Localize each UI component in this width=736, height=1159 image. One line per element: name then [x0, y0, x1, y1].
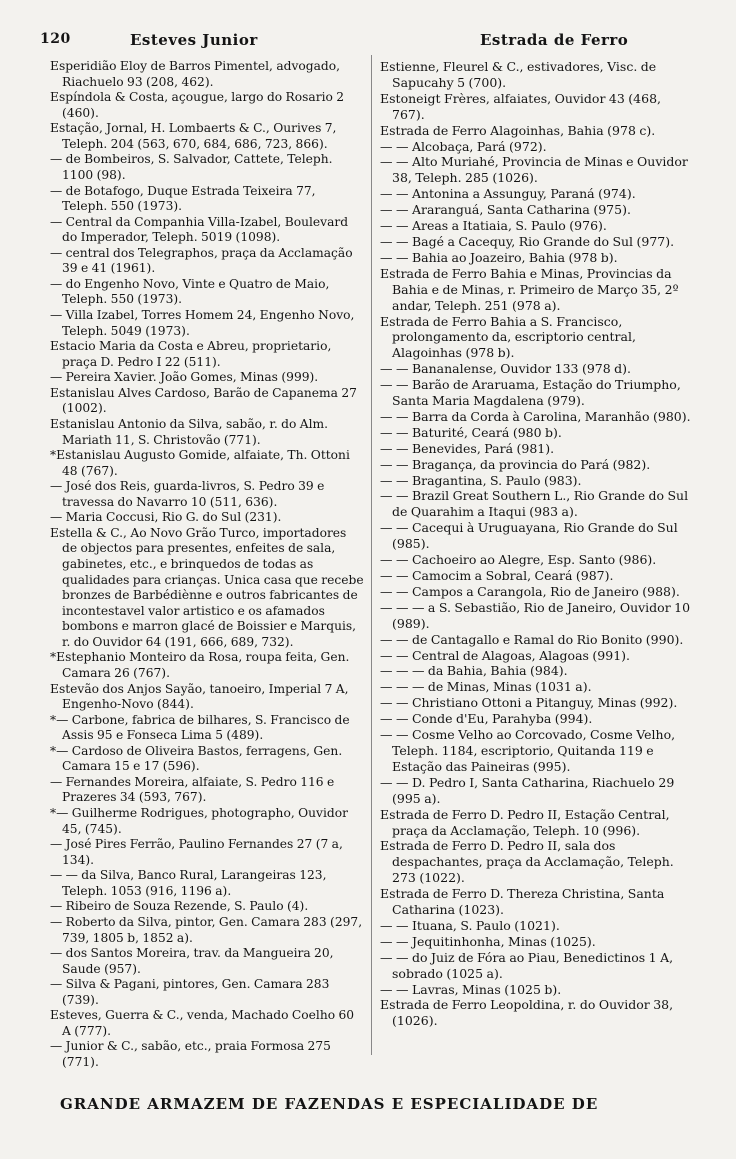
directory-entry: — — Baturité, Ceará (980 b). — [380, 424, 562, 440]
directory-entry: — — Bananalense, Ouvidor 133 (978 d). — [380, 361, 632, 377]
directory-entry: — — Cachoeiro ao Alegre, Esp. Santo (986). — [380, 552, 657, 568]
directory-entry: — — Central de Alagoas, Alagoas (991). — [380, 647, 631, 663]
directory-entry: — — Alcobaça, Pará (972). — [380, 138, 547, 154]
directory-entry: — — D. Pedro I, Santa Catharina, Riachuelo 29 (995 a). — [380, 774, 675, 806]
directory-entry: — — Brazil Great Southern L., Rio Grande do Sul de Quarahim a Itaqui (983 a). — [380, 488, 689, 520]
directory-entry: — — Campos a Carangola, Rio de Janeiro (988). — [380, 583, 680, 599]
directory-entry: — Pereira Xavier. João Gomes, Minas (999). — [50, 370, 319, 385]
directory-entry: Estrada de Ferro Bahia e Minas, Provincias da Bahia e de Minas, r. Primeiro de Março 35, 2º andar, Teleph. 251 (978 a). — [380, 265, 679, 313]
directory-entry: — Central da Companhia Villa-Izabel, Boulevard do Imperador, Teleph. 5019 (1098). — [50, 214, 349, 245]
right-column — [380, 59, 694, 1029]
directory-entry: *— Guilherme Rodrigues, photographo, Ouvidor 45, (745). — [50, 806, 348, 836]
directory-entry: — — — de Minas, Minas (1031 a). — [380, 679, 592, 695]
directory-entry: — — Araranguá, Santa Catharina (975). — [380, 202, 631, 218]
directory-entry: Estrada de Ferro D. Thereza Christina, Santa Catharina (1023). — [380, 886, 665, 918]
directory-entry: — de Botafogo, Duque Estrada Teixeira 77, Teleph. 550 (1973). — [50, 183, 316, 214]
directory-entry: Espíndola & Costa, açougue, largo do Rosario 2 (460). — [50, 90, 345, 120]
directory-entry: Estevão dos Anjos Sayão, tanoeiro, Imperial 7 A, Engenho-Novo (844). — [50, 681, 349, 712]
directory-entry: Estrada de Ferro Alagoinhas, Bahia (978 c). — [380, 122, 656, 138]
directory-entry: — — da Silva, Banco Rural, Larangeiras 123, Teleph. 1053 (916, 1196 a). — [50, 868, 327, 898]
directory-entry: — Junior & C., sabão, etc., praia Formosa 275 (771). — [50, 1039, 331, 1069]
column-divider — [371, 55, 372, 1055]
directory-entry: Estella & C., Ao Novo Grão Turco, importadores de objectos para presentes, enfeites de sala, gabinetes, etc., e brinquedos de todas as qualidades para crianças. Unica casa que recebe bronzes de Barbédiènne e outros fabricantes de incontestavel valor artistico e os afamados bombons e marron glacé de Boissier e Marquis, r. do Ouvidor 64 (191, 666, 689, 732). — [50, 525, 364, 649]
directory-entry: — do Engenho Novo, Vinte e Quatro de Maio, Teleph. 550 (1973). — [50, 276, 330, 307]
header-left-title: Esteves Junior — [130, 31, 258, 49]
directory-entry: — — Conde d'Eu, Parahyba (994). — [380, 711, 593, 727]
directory-entry: — — Bagé a Cacequy, Rio Grande do Sul (977). — [380, 233, 675, 249]
directory-entry: — — Cacequi à Uruguayana, Rio Grande do Sul (985). — [380, 520, 678, 552]
directory-entry: Estanislau Alves Cardoso, Barão de Capanema 27 (1002). — [50, 385, 357, 416]
directory-entry: — — Bragança, da provincia do Pará (982). — [380, 456, 651, 472]
directory-entry: — — Bragantina, S. Paulo (983). — [380, 472, 582, 488]
directory-entry: — Maria Coccusi, Rio G. do Sul (231). — [50, 510, 282, 525]
directory-entry: — — Jequitinhonha, Minas (1025). — [380, 933, 596, 949]
header-right-title: Estrada de Ferro — [480, 31, 629, 49]
directory-entry: Esteves, Guerra & C., venda, Machado Coelho 60 A (777). — [50, 1008, 355, 1038]
directory-entry: — — Lavras, Minas (1025 b). — [380, 981, 562, 997]
directory-entry: Estacio Maria da Costa e Abreu, proprietario, praça D. Pedro I 22 (511). — [50, 339, 332, 369]
directory-entry: — — Antonina a Assunguy, Paraná (974). — [380, 186, 636, 202]
directory-entry: — — Barão de Araruama, Estação do Triumpho, Santa Maria Magdalena (979). — [380, 377, 681, 409]
directory-entry: — José Pires Ferrão, Paulino Fernandes 27 (7 a, 134). — [50, 837, 343, 867]
footer-advert: GRANDE ARMAZEM DE FAZENDAS E ESPECIALIDADE DE — [60, 1095, 599, 1113]
directory-entry: — Fernandes Moreira, alfaiate, S. Pedro 116 e Prazeres 34 (593, 767). — [50, 774, 335, 805]
directory-entry: — — Cosme Velho ao Corcovado, Cosme Velho, Teleph. 1184, escriptorio, Quitanda 119 e Estação das Paineiras (995). — [380, 727, 676, 774]
directory-entry: — — do Juiz de Fóra ao Piau, Benedictinos 1 A, sobrado (1025 a). — [380, 949, 674, 981]
directory-entry: Estrada de Ferro D. Pedro II, Estação Central, praça da Acclamação, Teleph. 10 (996). — [380, 806, 670, 838]
directory-entry: — — Ituana, S. Paulo (1021). — [380, 917, 560, 933]
left-column — [50, 59, 364, 1071]
directory-entry: — Roberto da Silva, pintor, Gen. Camara 283 (297, 739, 1805 b, 1852 a). — [50, 914, 363, 945]
directory-entry: — — — a S. Sebastião, Rio de Janeiro, Ouvidor 10 (989). — [380, 599, 691, 631]
directory-entry: — central dos Telegraphos, praça da Acclamação 39 e 41 (1961). — [50, 245, 353, 276]
directory-entry: Esperidião Eloy de Barros Pimentel, advogado, Riachuelo 93 (208, 462). — [50, 59, 341, 89]
directory-entry: *— Carbone, fabrica de bilhares, S. Francisco de Assis 95 e Fonseca Lima 5 (489). — [50, 712, 350, 743]
directory-entry: *— Cardoso de Oliveira Bastos, ferragens, Gen. Camara 15 e 17 (596). — [50, 743, 343, 774]
directory-entry: — — Christiano Ottoni a Pitanguy, Minas (992). — [380, 695, 678, 711]
directory-entry: — — Bahia ao Joazeiro, Bahia (978 b). — [380, 249, 618, 265]
directory-entry: Estanislau Antonio da Silva, sabão, r. do Alm. Mariath 11, S. Christovão (771). — [50, 416, 329, 447]
directory-entry: — — Alto Muriahé, Provincia de Minas e Ouvidor 38, Teleph. 285 (1026). — [380, 154, 688, 186]
directory-entry: — Villa Izabel, Torres Homem 24, Engenho Novo, Teleph. 5049 (1973). — [50, 308, 355, 338]
directory-entry: — — de Cantagallo e Ramal do Rio Bonito (990). — [380, 631, 684, 647]
directory-entry: — dos Santos Moreira, trav. da Mangueira 20, Saude (957). — [50, 946, 334, 976]
directory-entry: — José dos Reis, guarda-livros, S. Pedro 39 e travessa do Navarro 10 (511, 636). — [50, 479, 325, 509]
directory-entry: *Estephanio Monteiro da Rosa, roupa feita, Gen. Camara 26 (767). — [50, 650, 350, 680]
directory-entry: — — Camocim a Sobral, Ceará (987). — [380, 568, 614, 583]
directory-entry: Estrada de Ferro Bahia a S. Francisco, prolongamento da, escriptorio central, Alagoinhas (978 b). — [380, 313, 636, 361]
directory-entry: — — Benevides, Pará (981). — [380, 440, 555, 456]
directory-entry: Estrada de Ferro Leopoldina, r. do Ouvidor 38, (1026). — [380, 997, 674, 1029]
page-number: 120 — [40, 31, 71, 47]
directory-entry: — — Barra da Corda à Carolina, Maranhão (980). — [380, 408, 691, 424]
page-header — [40, 31, 700, 53]
directory-entry: — de Bombeiros, S. Salvador, Cattete, Teleph. 1100 (98). — [50, 152, 333, 182]
directory-entry: — Ribeiro de Souza Rezende, S. Paulo (4). — [50, 899, 309, 914]
directory-entry: — — Areas a Itatiaia, S. Paulo (976). — [380, 218, 607, 234]
directory-entry: — — — da Bahia, Bahia (984). — [380, 663, 568, 679]
directory-entry: Estrada de Ferro D. Pedro II, sala dos despachantes, praça da Acclamação, Teleph. 273 (1022). — [380, 838, 674, 886]
directory-entry: Estienne, Fleurel & C., estivadores, Visc. de Sapucahy 5 (700). — [380, 59, 657, 90]
directory-entry: *Estanislau Augusto Gomide, alfaiate, Th. Ottoni 48 (767). — [50, 448, 350, 478]
directory-entry: Estação, Jornal, H. Lombaerts & C., Ourives 7, Teleph. 204 (563, 670, 684, 686, 723, 866). — [50, 121, 337, 151]
directory-entry: — Silva & Pagani, pintores, Gen. Camara 283 (739). — [50, 977, 330, 1007]
directory-entry: Estoneigt Frères, alfaiates, Ouvidor 43 (468, 767). — [380, 90, 661, 122]
